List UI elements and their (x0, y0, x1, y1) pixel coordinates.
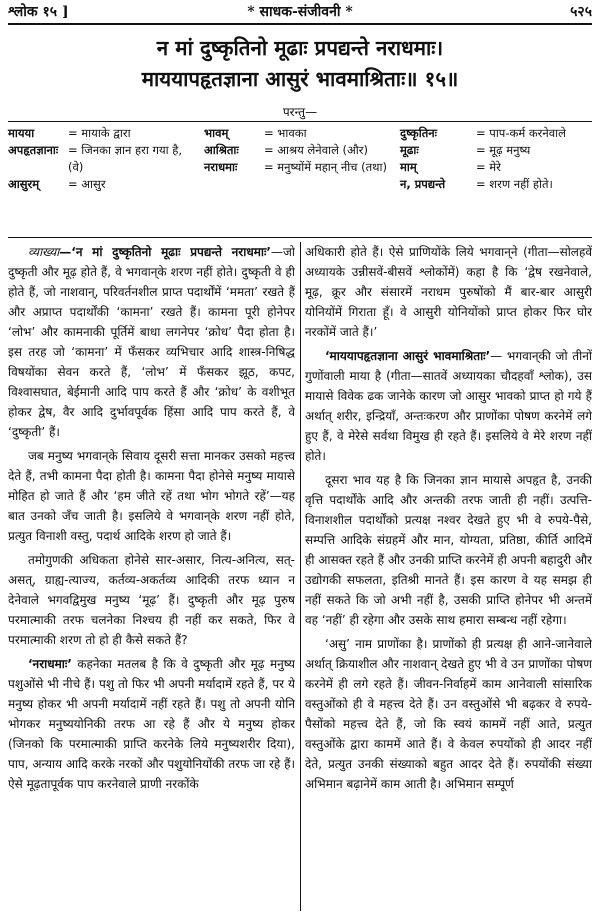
column-divider (300, 242, 301, 911)
commentary-body (8, 242, 592, 915)
gloss-entry (400, 176, 600, 193)
gloss-meaning: = भावका (264, 126, 307, 140)
gloss-entry (204, 159, 399, 176)
header-page-number: ५२५ (570, 4, 592, 20)
paragraph (305, 634, 592, 794)
paragraph (305, 346, 592, 466)
gloss-top-rule (8, 121, 592, 122)
gloss-entry (8, 125, 193, 142)
paragraph (305, 242, 592, 342)
right-column (305, 242, 592, 915)
gloss-meaning: = जिनका ज्ञान हरा गया है, (वे) (68, 143, 183, 174)
gloss-meaning: = मनुष्योंमें महान् नीच (तथा) (264, 160, 387, 174)
paragraph (8, 446, 295, 546)
gloss-word: मायया (8, 126, 35, 140)
paragraph-text: ‘असु’ नाम प्राणोंका है। प्राणोंको ही प्रत्यक्ष ही आने-जानेवाले अर्थात् क्रियाशील और नाशवान् देखते हुए भी वे उन प्राणोंका पोषण करनेमें ही लगे रहते हैं। जीवन-निर्वाहमें काम आनेवाली सांसारिक वस्तुओंको ही वे महत्त्व देते हैं। उन वस्तुओंसे भी बढ़कर वे रुपये-पैसोंको महत्त्व देते हैं, जो कि स्वयं काममें नहीं आते, प्रत्युत वस्तुओंके द्वारा काममें आते हैं। वे केवल रुपयोंको ही आदर नहीं देते, प्रत्युत उनकी संख्याको बहुत आदर देते हैं। रुपयोंकी संख्या अभिमान बढ़ानेमें काम आती है। अभिमान सम्पूर्ण (305, 637, 592, 791)
word-gloss-table (8, 125, 592, 237)
gloss-meaning: = आश्रय लेनेवाले (और) (264, 143, 368, 157)
sanskrit-verse (0, 33, 600, 95)
gloss-entry (204, 125, 399, 142)
gloss-column-1 (8, 125, 193, 193)
gloss-word: अपहृतज्ञानाः (8, 143, 59, 157)
quoted-verse-phrase: ‘माययापहृतज्ञाना आसुरं भावमाश्रिताः’ (325, 349, 491, 363)
gloss-meaning: = मूढ़ मनुष्य (476, 143, 531, 157)
gloss-word: भावम् (204, 126, 229, 140)
running-header (8, 0, 592, 20)
paragraph-text: —जो दुष्कृती और मूढ़ होते हैं, वे भगवान्‌के शरण नहीं होते। दुष्कृती वे ही होते हैं, जो नाशवान्, परिवर्तनशील प्राप्त पदार्थोंमें ‘ममता’ रखते हैं और अप्राप्त पदार्थोंकी ‘कामना’ रखते हैं। कामना पूरी होनेपर ‘लोभ’ और कामनाकी पूर्तिमें बाधा लगनेपर ‘क्रोध’ पैदा होता है। इस तरह जो ‘कामना’ में फँसकर व्यभिचार आदि शास्त्र-निषिद्ध विषयोंका सेवन करते हैं, ‘लोभ’ में फँसकर झूठ, कपट, विश्वासघात, बेईमानी आदि पाप करते हैं और ‘क्रोध’ के वशीभूत होकर द्वेष, वैर आदि दुर्भावपूर्वक हिंसा आदि पाप करते हैं, वे ‘दुष्कृती’ हैं। (8, 245, 295, 439)
header-rule (8, 23, 592, 25)
gloss-word: दुष्कृतिनः (400, 126, 438, 140)
gloss-meaning: = पाप-कर्म करनेवाले (476, 126, 566, 140)
paragraph (8, 242, 295, 442)
gloss-entry (400, 125, 600, 142)
gloss-entry (8, 142, 193, 176)
paragraph-text: अधिकारी होते हैं। ऐसे प्राणियोंके लिये भगवान्‌ने (गीता—सोलहवें अध्यायके उन्नीसवें-बीसवें श्लोकोंमें) कहा है कि ‘द्वेष रखनेवाले, मूढ़, क्रूर और संसारमें नराधम पुरुषोंको मैं बार-बार आसुरी योनियोंमें गिराता हूँ। वे आसुरी योनियोंको प्राप्त होकर फिर घोर नरकोंमें जाते हैं।’ (305, 245, 592, 339)
gloss-column-3 (400, 125, 600, 193)
header-verse-ref: श्लोक १५ ] (8, 4, 69, 20)
paragraph-text: कहनेका मतलब है कि वे दुष्कृती और मूढ़ मनुष्य पशुओंसे भी नीचे हैं। पशु तो फिर भी अपनी मर्यादामें रहते हैं, पर ये मनुष्य होकर भी अपनी मर्यादामें नहीं रहते हैं। पशु तो अपनी योनि भोगकर मनुष्ययोनिकी तरफ आ रहे हैं और ये मनुष्य होकर (जिनको कि परमात्माकी प्राप्ति करनेके लिये मनुष्यशरीर दिया), पाप, अन्याय आदि करके नरकों और पशुयोनियोंकी तरफ जा रहे हैं। ऐसे मूढ़तापूर्वक पाप करनेवाले प्राणी नरकोंके (8, 657, 295, 791)
verse-line-1: न मां दुष्कृतिनो मूढाः प्रपद्यन्ते नराधमाः। (156, 36, 444, 60)
commentary-label: व्याख्या (28, 245, 60, 259)
gloss-word: आश्रिताः (204, 143, 239, 157)
gloss-meaning: = शरण नहीं होते। (476, 177, 553, 191)
header-book-title: * साधक-संजीवनी * (247, 4, 353, 20)
gloss-entry (400, 142, 600, 159)
paragraph-text: — भगवान्‌की जो तीनों गुणोंवाली माया है (गीता—सातवें अध्यायका चौदहवाँ श्लोक), उस मायासे विवेक ढक जानेके कारण जो आसुर भावको प्राप्त हो गये हैं अर्थात् शरीर, इन्द्रियाँ, अन्तःकरण और प्राणोंका पोषण करनेमें लगे हुए हैं, वे मेरेसे सर्वथा विमुख ही रहते हैं। इसलिये वे मेरे शरण नहीं होते। (305, 349, 592, 463)
quoted-verse-phrase: —‘न मां दुष्कृतिनो मूढाः प्रपद्यन्ते नराधमाः’ (59, 245, 271, 259)
gloss-word: आसुरम् (8, 177, 40, 191)
paragraph (8, 654, 295, 794)
verse-line-2: माययापहृतज्ञाना आसुरं भावमाश्रिताः॥ १५॥ (141, 67, 459, 91)
gloss-column-2 (204, 125, 399, 176)
paragraph (8, 550, 295, 650)
gloss-bottom-rule (8, 237, 592, 238)
gloss-word: न, प्रपद्यन्ते (400, 177, 446, 191)
left-column (8, 242, 295, 915)
gloss-entry (8, 176, 193, 193)
gloss-entry (400, 159, 600, 176)
paragraph-text: दूसरा भाव यह है कि जिनका ज्ञान मायासे अपहृत है, उनकी वृत्ति पदार्थोंके आदि और अन्तकी तरफ जाती ही नहीं। उत्पत्ति-विनाशशील पदार्थोंको प्रत्यक्ष नश्वर देखते हुए भी वे रुपये-पैसे, सम्पत्ति आदिके संग्रहमें और मान, योग्यता, प्रतिष्ठा, कीर्ति आदिमें ही आसक्त रहते हैं और उनकी प्राप्ति करनेमें ही अपनी बहादुरी और उद्योगकी सफलता, इतिश्री मानते हैं। इस कारण वे यह समझ ही नहीं सकते कि जो अभी नहीं है, उसकी प्राप्ति होनेपर भी अन्तमें वह ‘नहीं’ ही रहेगा और उसके साथ हमारा सम्बन्ध नहीं रहेगा। (305, 473, 592, 627)
gloss-word: नराधमाः (204, 160, 238, 174)
paragraph-text: जब मनुष्य भगवान्‌के सिवाय दूसरी सत्ता मानकर उसको महत्त्व देते हैं, तभी कामना पैदा होती है। कामना पैदा होनेसे मनुष्य मायासे मोहित हो जाते हैं और ‘हम जीते रहें तथा भोग भोगते रहें’—यह बात उनको जँच जाती है। इसलिये वे भगवान्‌के शरण नहीं होते, प्रत्युत विनाशी वस्तु, पदार्थ आदिके शरण हो जाते हैं। (8, 449, 295, 543)
gloss-meaning: = मायाके द्वारा (68, 126, 131, 140)
gloss-meaning: = मेरे (476, 160, 501, 174)
gloss-meaning: = आसुर (68, 177, 106, 191)
gloss-word: माम् (400, 160, 417, 174)
gloss-entry (204, 142, 399, 159)
connective-word: परन्तु— (282, 105, 318, 119)
paragraph-text: तमोगुणकी अधिकता होनेसे सार-असार, नित्य-अनित्य, सत्-असत्, ग्राह्य-त्याज्य, कर्तव्य-अकर्तव्य आदिकी तरफ ध्यान न देनेवाले भगवद्विमुख मनुष्य ‘मूढ़’ हैं। दुष्कृती और मूढ़ पुरुष परमात्माकी तरफ चलनेका निश्चय ही नहीं कर सकते, फिर वे परमात्माकी शरण तो हो ही कैसे सकते हैं? (8, 553, 295, 647)
paragraph (305, 470, 592, 630)
gloss-word: मूढाः (400, 143, 419, 157)
quoted-verse-phrase: ‘नराधमाः’ (28, 657, 72, 671)
